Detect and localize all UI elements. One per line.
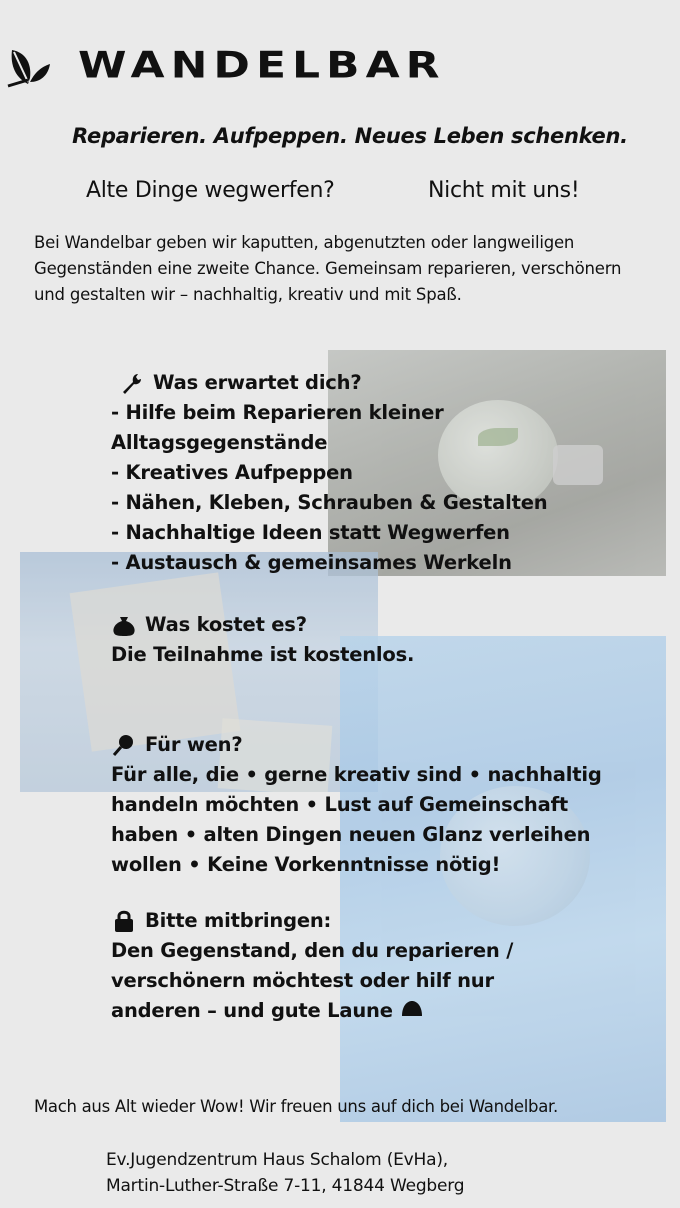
cost-text: Die Teilnahme ist kostenlos. bbox=[111, 643, 415, 666]
audience-line: Für alle, die • gerne kreativ sind • nachhaltig bbox=[111, 763, 602, 786]
section-bring bbox=[111, 906, 641, 1026]
leaf-logo-icon bbox=[6, 44, 52, 88]
section-expect bbox=[111, 368, 641, 578]
tagline: Reparieren. Aufpeppen. Neues Leben schenken. bbox=[72, 124, 628, 148]
money-bag-icon bbox=[111, 613, 137, 637]
address bbox=[106, 1147, 606, 1199]
section-bring-title: Bitte mitbringen: bbox=[145, 909, 332, 932]
expect-item: - Nachhaltige Ideen statt Wegwerfen bbox=[111, 521, 510, 544]
intro-text: Bei Wandelbar geben wir kaputten, abgenutzten oder langweiligen Gegenständen eine zweite Chance. Gemeinsam reparieren, verschönern und gestalten wir – nachhaltig, kreativ und mit Spaß. bbox=[34, 233, 622, 304]
pin-icon bbox=[111, 733, 137, 757]
header bbox=[0, 40, 680, 92]
section-audience-title: Für wen? bbox=[145, 733, 243, 756]
address-line-1: Ev.Jugendzentrum Haus Schalom (EvHa), bbox=[106, 1150, 448, 1170]
lock-icon bbox=[111, 909, 137, 933]
smile-icon bbox=[399, 998, 425, 1020]
expect-item: - Hilfe beim Reparieren kleiner bbox=[111, 401, 444, 424]
section-cost-title: Was kostet es? bbox=[145, 613, 307, 636]
wrench-icon bbox=[119, 371, 145, 395]
bring-line: anderen – und gute Laune bbox=[111, 999, 393, 1022]
section-cost bbox=[111, 610, 641, 670]
question-right: Nicht mit uns! bbox=[428, 178, 580, 203]
bring-line: verschönern möchtest oder hilf nur bbox=[111, 969, 494, 992]
closing-text: Mach aus Alt wieder Wow! Wir freuen uns auf dich bei Wandelbar. bbox=[34, 1097, 558, 1116]
expect-item: Alltagsgegenstände bbox=[111, 431, 328, 454]
audience-line: wollen • Keine Vorkenntnisse nötig! bbox=[111, 853, 501, 876]
section-expect-title: Was erwartet dich? bbox=[153, 371, 362, 394]
audience-line: haben • alten Dingen neuen Glanz verleihen bbox=[111, 823, 591, 846]
address-line-2: Martin-Luther-Straße 7-11, 41844 Wegberg bbox=[106, 1176, 465, 1196]
audience-line: handeln möchten • Lust auf Gemeinschaft bbox=[111, 793, 568, 816]
bring-line: Den Gegenstand, den du reparieren / bbox=[111, 939, 514, 962]
expect-item: - Nähen, Kleben, Schrauben & Gestalten bbox=[111, 491, 548, 514]
brand-title: WANDELBAR bbox=[78, 44, 446, 87]
expect-item: - Austausch & gemeinsames Werkeln bbox=[111, 551, 512, 574]
section-audience bbox=[111, 730, 641, 880]
expect-item: - Kreatives Aufpeppen bbox=[111, 461, 353, 484]
question-left: Alte Dinge wegwerfen? bbox=[86, 178, 335, 203]
